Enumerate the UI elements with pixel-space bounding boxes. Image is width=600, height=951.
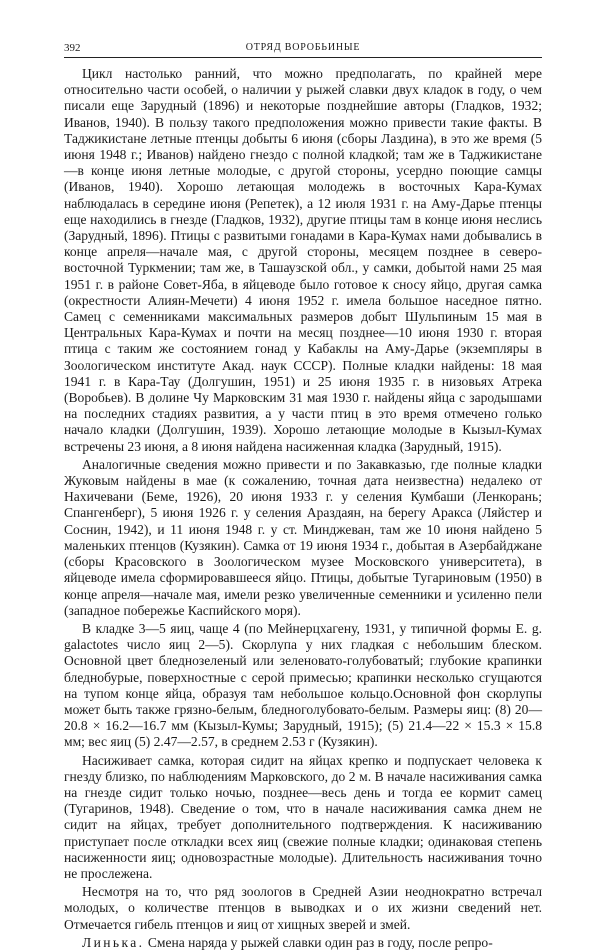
running-title: ОТРЯД ВОРОБЬИНЫЕ bbox=[245, 42, 361, 53]
body-text bbox=[64, 66, 542, 951]
paragraph: В кладке 3—5 яиц, чаще 4 (по Мейнерцхагену, 1931, у типичной формы E. g. galactotes число яиц 2—5). Скорлупа у них гладкая с небольшим блеском. Основной цвет бледнозеленый или зеленовато-голубоватый; глубокие крапинки бледнобурые, поверхностные с серой примесью; крапинки несколько сгущаются на тупом конце яйца, образуя там небольшое кольцо.Основной фон скорлупы может быть также грязно-белым, бледноголубовато-белым. Размеры яиц: (8) 20—20.8 × 16.2—16.7 мм (Кызыл-Кумы; Зарудный, 1915); (5) 21.4—22 × 15.3 × 15.8 мм; вес яиц (5) 2.47—2.57, в среднем 2.53 г (Кузякин). bbox=[64, 620, 542, 750]
section-heading: Линька. bbox=[82, 934, 145, 950]
paragraph-molt bbox=[64, 935, 542, 951]
paragraph: Цикл настолько ранний, что можно предполагать, по крайней мере относительно части особей, о наличии у рыжей славки двух кладок в году, о чем писали еще Зарудный (1896) и некоторые позднейшие авторы (Гладков, 1932; Иванов, 1940). В пользу такого предположения можно привести такие факты. В Таджикистане летные птенцы добыты 6 июня (сборы Лаздина), в это же время (5 июня 1948 г.; Иванов) найдено гнездо с полной кладкой; там же в Таджикистане—в конце июня летные молодые, с другой стороны, усердно поющие самцы (Иванов, 1940). Хорошо летающая молодежь в восточных Кара-Кумах наблюдалась в середине июня (Репетек), а 12 июля 1931 г. на Аму-Дарье птенцы еще находились в гнезде (Гладков, 1932), другие птицы там в конце июня неслись (Зарудный, 1896). Птицы с развитыми гонадами в Кара-Кумах нами добывались в конце апреля—начале мая, с другой стороны, месяцем позднее в северо-восточной Туркмении; там же, в Ташаузской обл., у самки, добытой нами 25 мая 1951 г. в районе Совет-Яба, в яйцеводе было готовое к сносу яйцо, другая самка (окрестности Алиян-Мечети) 4 июня 1952 г. имела большое наседное пятно. Самец с семенниками максимальных размеров добыт Шульпиным 15 мая в Центральных Кара-Кумах и почти на месяц позднее—10 июня 1930 г. вторая птица с таким же состоянием гонад у Кабаклы на Аму-Дарье (экземпляры в Зоологическом институте Акад. наук СССР). Полные кладки найдены: 18 мая 1941 г. в Кара-Тау (Долгушин, 1951) и 25 июня 1935 г. в низовьях Атрека (Воробьев). В долине Чу Марковским 31 мая 1930 г. найдены яйца с зародышами на последних стадиях развития, а у части птиц в это время отмечено голько начало кладки (Долгушин, 1939). Хорошо летающие молодые в Кызыл-Кумах встречены 23 июня, а 8 июня найдена насиженная кладка (Зарудный, 1915). bbox=[64, 66, 542, 454]
paragraph: Насиживает самка, которая сидит на яйцах крепко и подпускает человека к гнезду близко, по наблюдениям Марковского, до 2 м. В начале насиживания самка на гнезде сидит только ночью, позднее—весь день и тогда ее кормит самец (Тугаринов, 1948). Сведение о том, что в начале насиживания самка днем не сидит на яйцах, требует дополнительного подтверждения. К насиживанию приступает после откладки всех яиц (свежие полные кладки; одинаковая степень насиженности яиц; одновозрастные молодые). Длительность насиживания точно не прослежена. bbox=[64, 752, 542, 881]
paragraph: Несмотря на то, что ряд зоологов в Средней Азии неоднократно встречал молодых, о количестве птенцов в выводках и о их жизни сведений нет. Отмечается гибель птенцов и яиц от хищных зверей и змей. bbox=[64, 884, 542, 932]
paragraph-text: Смена наряда у рыжей славки один раз в году, после репро- bbox=[144, 934, 493, 950]
header-rule bbox=[64, 57, 542, 58]
page-number: 392 bbox=[64, 42, 81, 54]
paragraph: Аналогичные сведения можно привести и по Закавказью, где полные кладки Жуковым найдены в мае (к сожалению, точная дата неизвестна) недалеко от Нахичевани (Беме, 1926), 20 июня 1933 г. у селения Кумбаши (Ленкорань; Спангенберг), 5 июня 1926 г. у селения Араздаян, на берегу Аракса (Ляйстер и Соснин, 1942), и 11 июня 1948 г. у ст. Минджеван, там же 10 июня найдено 5 маленьких птенцов (Кузякин). Самка от 19 июня 1934 г., добытая в Азербайджане (сборы Красовского в Зоологическом музее Московского университета), в яйцеводе имела сформировавшееся яйцо. Птицы, добытые Тугариновым (1950) в конце апреля—начале мая, имели резко увеличенные семенники и усиленно пели (западное побережье Каспийского моря). bbox=[64, 456, 542, 618]
